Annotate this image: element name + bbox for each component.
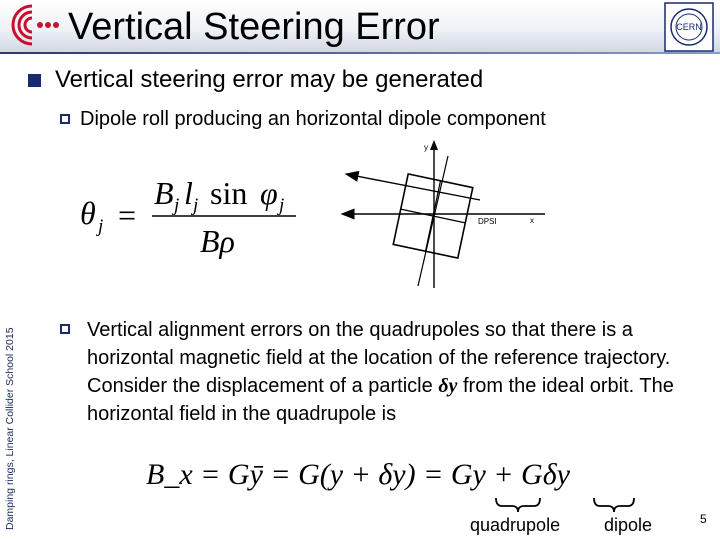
cockcroft-logo-icon bbox=[2, 2, 66, 48]
axis-x-label: x bbox=[530, 216, 534, 225]
equation-field bbox=[138, 450, 658, 520]
dipole-roll-diagram bbox=[330, 138, 560, 288]
brace-quadrupole bbox=[496, 498, 540, 512]
eq1-lhs-sub: j bbox=[98, 216, 104, 237]
equation-theta bbox=[76, 168, 306, 268]
eq1-num-phi-sub: j bbox=[279, 195, 285, 216]
brace-label-dipole: dipole bbox=[604, 515, 653, 535]
y-axis-arrowhead bbox=[430, 140, 438, 150]
eq2-text: B_x = Gȳ = G(y + δy) = Gy + Gδy bbox=[146, 458, 570, 491]
bullet-sub2-math: δy bbox=[438, 375, 458, 397]
hollow-square-bullet-icon bbox=[60, 324, 70, 334]
bullet-level1 bbox=[28, 64, 483, 96]
magnet-label: DPSI bbox=[478, 217, 497, 226]
title-underline bbox=[0, 52, 720, 54]
eq1-num-phi: φ bbox=[260, 175, 278, 211]
brace-label-quadrupole: quadrupole bbox=[470, 515, 561, 535]
square-bullet-icon bbox=[28, 74, 41, 87]
magnet-square bbox=[393, 174, 473, 258]
hollow-square-bullet-icon bbox=[60, 114, 70, 124]
bullet-sub1 bbox=[60, 106, 546, 132]
eq1-num-B-sub: j bbox=[174, 195, 180, 216]
rolled-field-arrow bbox=[346, 174, 480, 200]
eq1-num-l-sub: j bbox=[193, 195, 199, 216]
side-label: Damping rings, Linear Collider School 2015 bbox=[4, 327, 16, 530]
cern-logo-icon bbox=[664, 2, 714, 52]
bullet-sub2 bbox=[60, 316, 700, 425]
slide-title: Vertical Steering Error bbox=[68, 6, 440, 48]
bullet-level1-text: Vertical steering error may be generated bbox=[55, 66, 484, 93]
eq1-lhs: θ bbox=[80, 195, 96, 231]
eq1-den: Bρ bbox=[200, 223, 235, 259]
page-number: 5 bbox=[700, 512, 707, 526]
eq1-num-sin: sin bbox=[210, 175, 248, 211]
axis-y-label: y bbox=[424, 143, 428, 152]
bullet-sub2-text-after: from the ideal orbit. The horizontal field in the quadrupole is bbox=[87, 375, 674, 425]
eq1-equals: = bbox=[118, 197, 137, 233]
bullet-sub1-text: Dipole roll producing an horizontal dipole component bbox=[80, 108, 546, 130]
cern-logo-text: CERN bbox=[676, 22, 702, 32]
bullet-sub2-text-before: Vertical alignment errors on the quadrupoles so that there is a horizontal magnetic field at the location of the reference trajectory. Consider the displacement of a particle bbox=[87, 319, 671, 397]
rolled-axis-line bbox=[418, 156, 448, 286]
eq1-num-B: B bbox=[154, 175, 174, 211]
bullet-sub2-paragraph bbox=[87, 316, 707, 428]
eq1-num-l: l bbox=[184, 175, 193, 211]
brace-dipole bbox=[594, 498, 634, 512]
